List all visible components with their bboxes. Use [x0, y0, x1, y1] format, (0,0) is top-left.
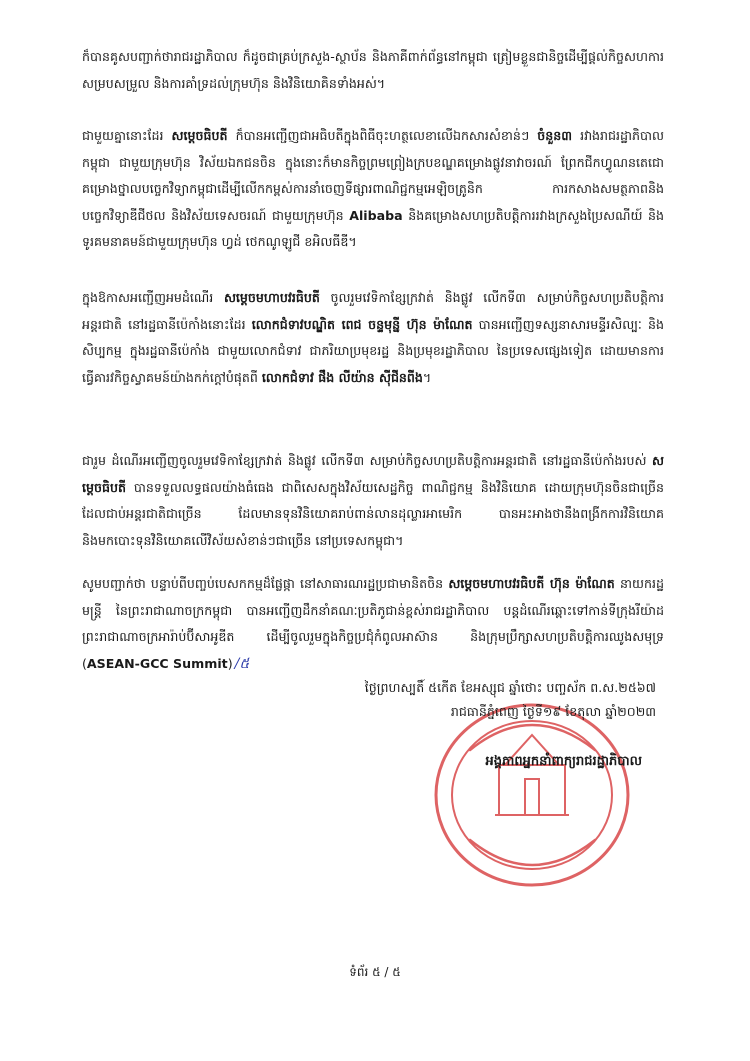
official-seal-stamp [425, 695, 640, 895]
text-run: រវាងរាជរដ្ឋាភិបាលកម្ពុជា ជាមួយក្រុមហ៊ុន វិស័យឯកជនចិន ក្នុងនោះក៏មានកិច្ចព្រមព្រៀងក្របខណ្ឌគម្រោងផ្លូវនាវាចរណ៍ ព្រែកជីកហ្វូណនតេជោ គម្រោងថ្នាលបច្ចេកវិទ្យាកម្ពុជាដើម្បីលើកកម្ពស់ការនាំចេញទីផ្សារពាណិជ្ជកម្មអេឡិចត្រូនិក ការកសាងសមត្ថភាពនិងបច្ចេកវិទ្យាឌីជីថល និងវិស័យទេសចរណ៍ ជាមួយក្រុមហ៊ុន [82, 128, 665, 223]
text-run: បានអញ្ជើញទស្សនាសារមន្ទីរសិល្បៈ និងសិប្បកម្ម ក្នុងរដ្ឋធានីប៉េកាំង ជាមួយលោកជំទាវ ជាភរិយាប្រមុខរដ្ឋ និងប្រមុខរដ្ឋាភិបាល នៃប្រទេសផ្សេងទៀត ដោយមានការធ្វើគារវកិច្ចស្វាគមន៍យ៉ាងកក់ក្តៅបំផុតពី [82, 316, 664, 385]
bold-text-run: សម្តេចធិបតី [82, 453, 664, 495]
text-run: ចូលរួមវេទិកាខ្សែក្រវាត់ និងផ្លូវ លើកទី៣ សម្រាប់កិច្ចសហប្រតិបត្តិការអន្តរជាតិ នៅរដ្ឋធានីប៉េកាំងនោះដែរ [82, 290, 664, 332]
text-run: ក្នុងឱកាសអញ្ជើញអមដំណើរ [82, 290, 224, 305]
text-run: ក៏បានអញ្ជើញជាអធិបតីក្នុងពិធីចុះហត្ថលេខាលើឯកសារសំខាន់ៗ [227, 128, 538, 143]
text-run: បានទទួលលទ្ធផលយ៉ាងធំធេង ជាពិសេសក្នុងវិស័យសេដ្ឋកិច្ច ពាណិជ្ជកម្ម និងវិនិយោគ ដោយក្រុមហ៊ុនចិនជាច្រើនដែលជាប់អន្តរជាតិជាច្រើន ដែលមានទុនវិនិយោគរាប់ពាន់លានដុល្លារអាមេរិក បានអះអាងថានឹងពង្រីកការវិនិយោគ និងមកបោះទុនវិនិយោគលើវិស័យសំខាន់ៗជាច្រើន នៅប្រទេសកម្ពុជា។ [82, 479, 664, 548]
paragraph-4 [82, 448, 664, 554]
bold-text-run: លោកជំទាវ ផឹង លីយ៉ាន ស៊ីជីនពីង [261, 369, 423, 385]
bold-text-run: សម្តេចធិបតី [171, 128, 228, 143]
text-run: នាយករដ្ឋមន្ត្រី នៃព្រះរាជាណាចក្រកម្ពុជា បានអញ្ជើញដឹកនាំគណៈប្រតិភូជាន់ខ្ពស់រាជរដ្ឋាភិបាល បន្តដំណើរឆ្ពោះទៅកាន់ទីក្រុងរីយ៉ាដ ព្រះរាជាណាចក្រអារ៉ាប់ប៊ីសាអូឌីត ដើម្បីចូលរួមក្នុងកិច្ចប្រជុំកំពូលអាស៊ាន និងក្រុមប្រឹក្សាសហប្រតិបត្តិការឈូងសមុទ្រ ( [82, 576, 664, 671]
bold-text-run: Alibaba [349, 207, 403, 223]
text-run: ក៏បានគូសបញ្ជាក់ថារាជរដ្ឋាភិបាល ក៏ដូចជាគ្រប់ក្រសួង-ស្ថាប័ន និងភាគីពាក់ព័ន្ធនៅកម្ពុជា ត្រៀមខ្លួនជានិច្ចដើម្បីផ្តល់កិច្ចសហការ សម្របសម្រួល និងការគាំទ្រដល់ក្រុមហ៊ុន និងវិនិយោគិនទាំងអស់។ [82, 49, 664, 91]
signer-title: អង្គភាពអ្នកនាំពាក្យរាជរដ្ឋាភិបាល [485, 754, 642, 769]
seal-inner-ring [452, 721, 612, 869]
text-run: ជារួម ដំណើរអញ្ជើញចូលរួមវេទិកាខ្សែក្រវាត់ និងផ្លូវ លើកទី៣ សម្រាប់កិច្ចសហប្រតិបត្តិការអន្តរជាតិ នៅរដ្ឋធានីប៉េកាំងរបស់ [82, 453, 652, 468]
bold-text-run: ចំនួន៣ [537, 128, 573, 143]
text-run: និងគម្រោងសហប្រតិបត្តិការរវាងក្រសួងប្រៃសណីយ៍ និងទូរគមនាគមន៍ជាមួយក្រុមហ៊ុន ហ្វដ់ ថេកណូឡូជី ខអិលធីឌី។ [82, 207, 664, 249]
paragraph-3 [82, 285, 664, 391]
seal-border-text-marks [470, 725, 595, 865]
text-run: ) [227, 655, 233, 671]
date-line-place: រាជធានីភ្នំពេញ ថ្ងៃទី១៩ ខែតុលា ឆ្នាំ២០២៣ [450, 704, 656, 719]
bold-text-run: លោកជំទាវបណ្ឌិត ពេជ ចន្ទមុន្នី ហ៊ុន ម៉ាណែត [251, 316, 473, 332]
paragraph-1 [82, 44, 664, 97]
paragraph-2 [82, 123, 664, 256]
bold-text-run: សម្តេចមហាបវរធិបតី [223, 290, 320, 305]
seal-temple-emblem [495, 735, 569, 815]
seal-rings [436, 705, 628, 885]
text-run: ។ [422, 369, 432, 385]
date-line-lunar: ថ្ងៃព្រហស្បតិ៍ ៥កើត ខែអស្សុជ ឆ្នាំថោះ បញ្ចស័ក ព.ស.២៥៦៧ [364, 680, 656, 695]
paragraph-5 [82, 571, 664, 677]
handwritten-mark: /៥ [234, 655, 250, 672]
bold-text-run: ASEAN-GCC Summit [86, 655, 228, 671]
text-run: សូមបញ្ជាក់ថា បន្ទាប់ពីបញ្ចប់បេសកកម្មដ៏ផ្លែផ្កា នៅសាធារណរដ្ឋប្រជាមានិតចិន [82, 576, 449, 591]
seal-outer-ring [436, 705, 628, 885]
text-run: ជាមួយគ្នានោះដែរ [82, 128, 172, 143]
page-number: ទំព័រ ៥ / ៥ [349, 965, 401, 979]
bold-text-run: សម្តេចមហាបវរធិបតី ហ៊ុន ម៉ាណែត [448, 576, 615, 591]
